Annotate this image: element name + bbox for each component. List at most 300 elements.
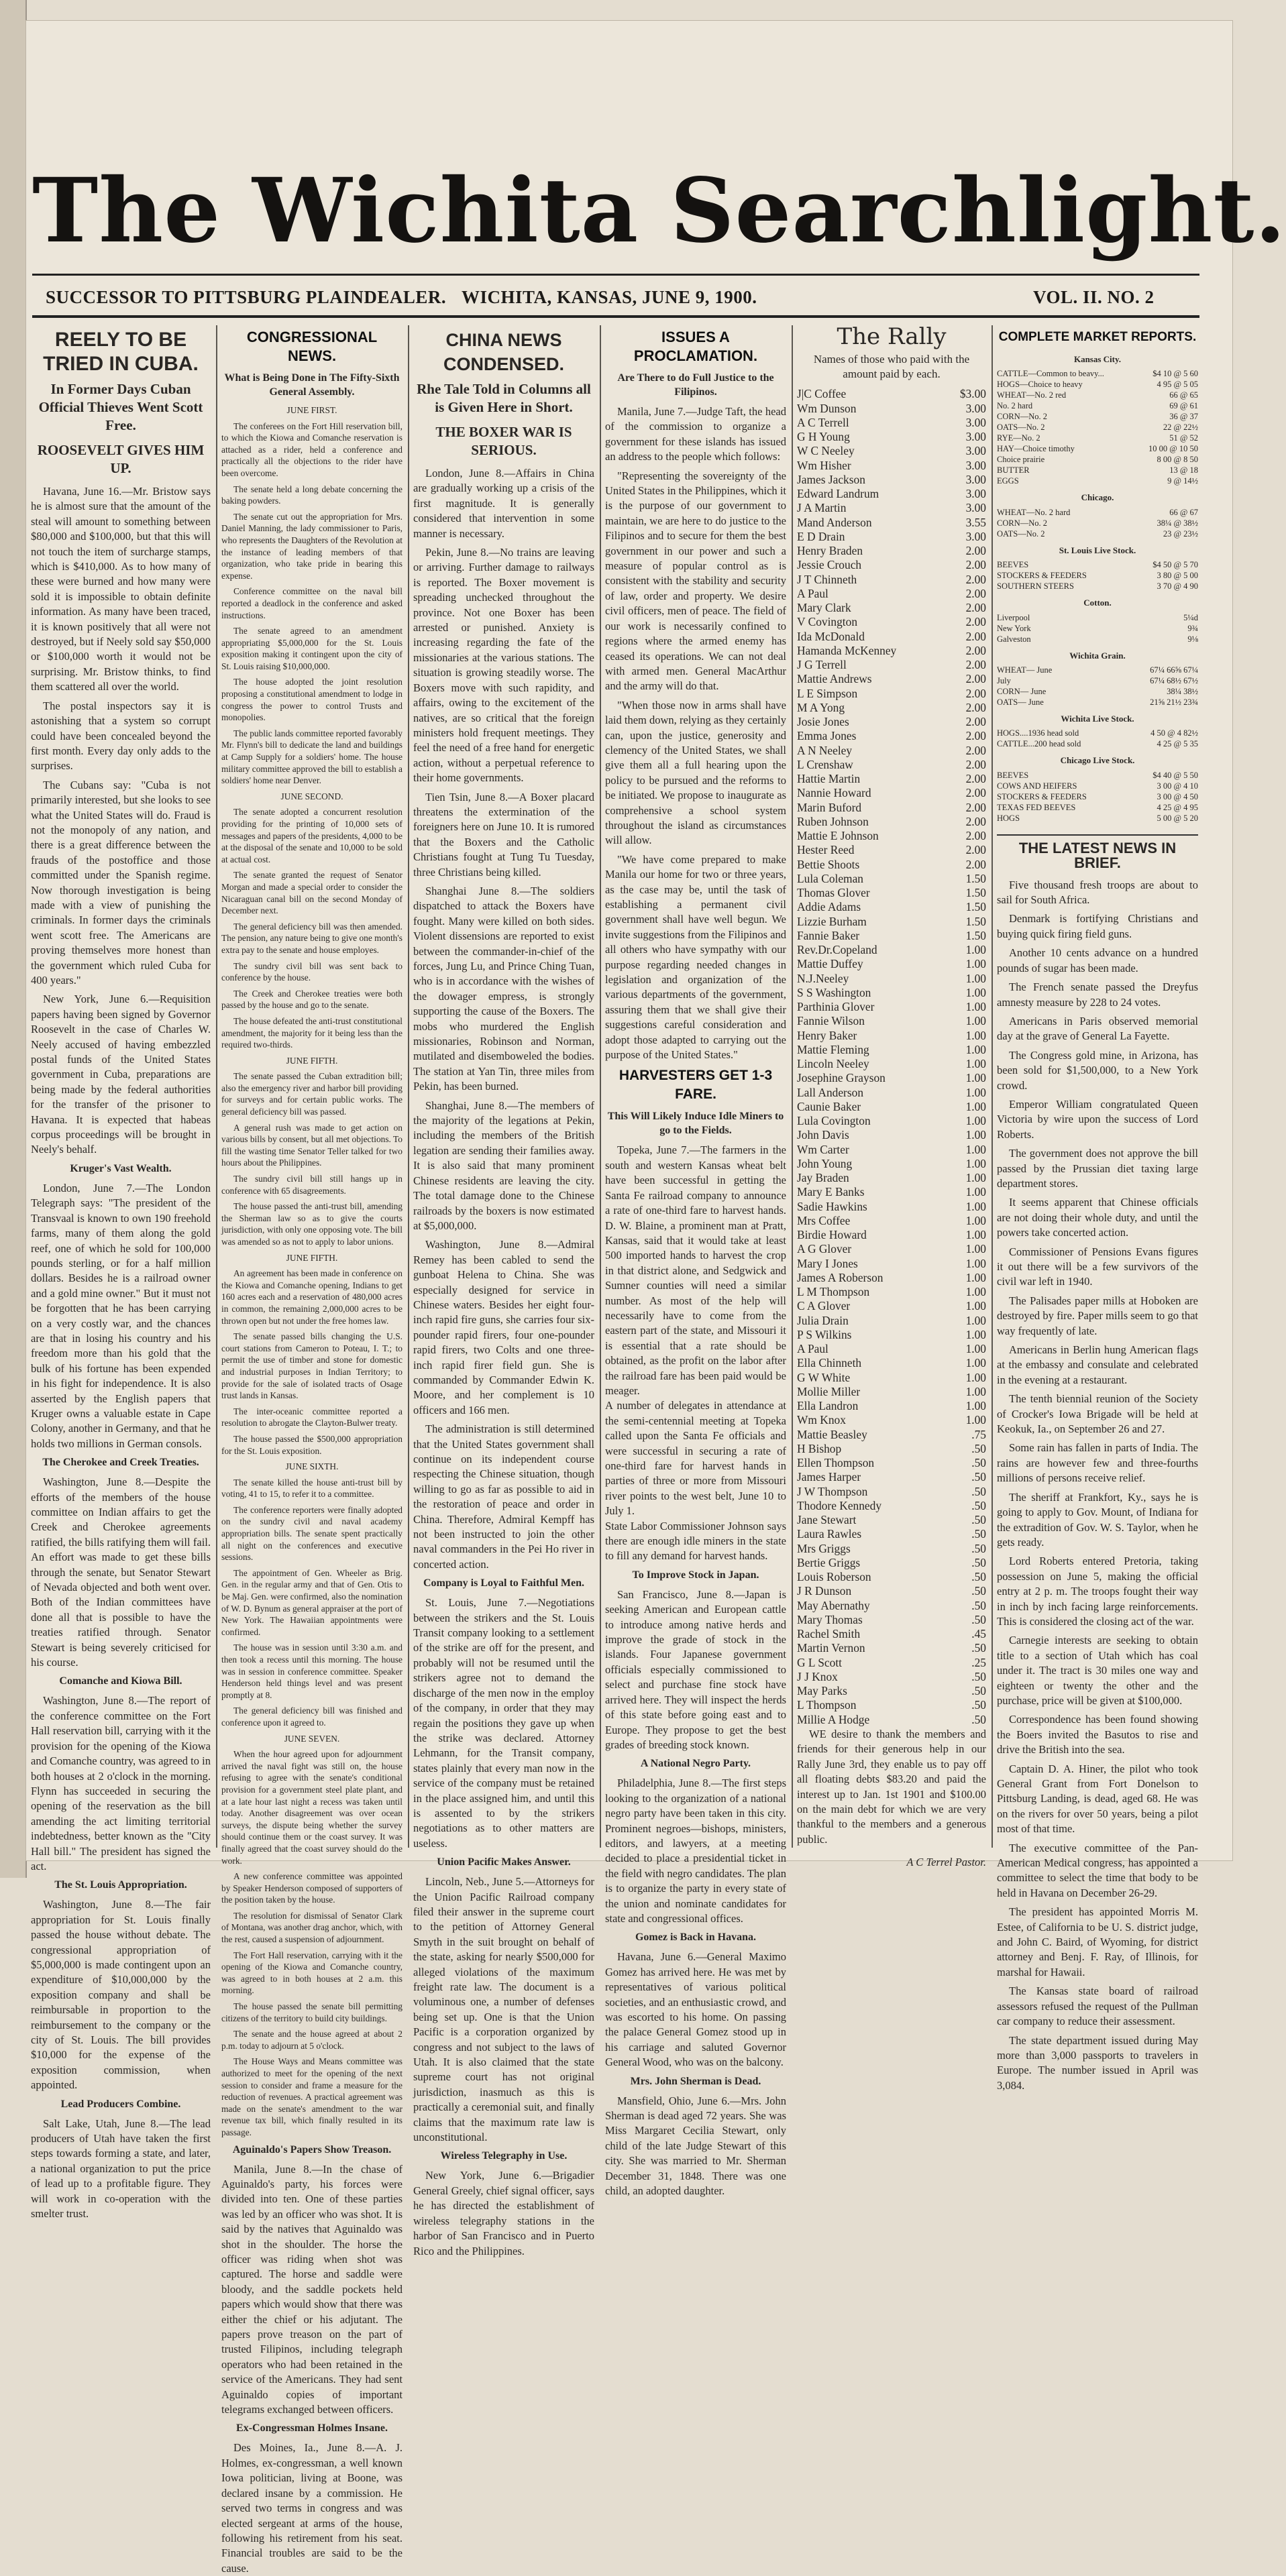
rally-row: [797, 1627, 986, 1641]
rally-donor-name: May Parks: [797, 1684, 847, 1698]
subhead-company-loyal: Company is Loyal to Faithful Men.: [423, 1577, 584, 1589]
market-price: 69 @ 61: [1169, 401, 1198, 411]
market-table-chicago-live: [997, 770, 1198, 824]
brief-item: The president has appointed Morris M. Estee, of California to be U. S. district judge, and John C. Baird, of Wyoming, for district attorney and Benj. F. Ray, of Illinois, for marshal for Hawaii.: [997, 1905, 1198, 1978]
market-commodity: BUTTER: [997, 465, 1030, 475]
rally-row: [797, 957, 986, 971]
market-row: [997, 400, 1198, 411]
brief-item: Five thousand fresh troops are about to sail for South Africa.: [997, 878, 1198, 907]
rally-row: [797, 1057, 986, 1071]
rally-donor-name: James Harper: [797, 1470, 861, 1484]
column-rally: [797, 323, 986, 1869]
rally-donor-name: Lincoln Neeley: [797, 1057, 869, 1071]
rally-row: [797, 1542, 986, 1556]
newspaper-page: [25, 20, 1286, 2575]
article-paragraph: Mansfield, Ohio, June 6.—Mrs. John Sherman is dead aged 72 years. She was Miss Margaret Cecilia Stewart, only child of the late Judge Stewart of this city. She was married to Mr. Sherman December 31, 1848. There was one child, an adopted daughter.: [605, 2094, 786, 2198]
subhead-holmes: Ex-Congressman Holmes Insane.: [236, 2422, 388, 2434]
rally-donor-amount: .50: [971, 1684, 986, 1698]
article-paragraph: The senate cut out the appropriation for Mrs. Daniel Manning, the lady commissioner to Paris, who represents the Daughters of the Revolution at the instance of leading members of that organization, who take pride in bearing this expense.: [221, 511, 403, 581]
rally-donor-name: Thomas Glover: [797, 886, 870, 900]
rally-row: [797, 1314, 986, 1328]
market-commodity: HOGS: [997, 813, 1020, 823]
rally-donor-amount: 1.00: [965, 1000, 986, 1014]
rally-donor-amount: 1.00: [965, 1114, 986, 1128]
market-price: 3 00 @ 4 10: [1157, 781, 1198, 791]
rally-donor-name: Lall Anderson: [797, 1085, 864, 1099]
rally-donor-name: J R Dunson: [797, 1584, 852, 1598]
rally-donor-amount: 2.00: [965, 757, 986, 771]
rally-donor-name: Hattie Martin: [797, 772, 861, 786]
rally-donor-name: Mary E Banks: [797, 1185, 865, 1199]
article-paragraph: The resolution for dismissal of Senator Clark of Montana, was another drag anchor, which, with the rest, caused a suspension of adjournment.: [221, 1910, 403, 1945]
rally-row: [797, 900, 986, 914]
brief-item: The state department issued during May more than 3,000 passports to travelers in Europe. The number issued in April was 3,084.: [997, 2033, 1198, 2092]
market-row: [997, 507, 1198, 518]
brief-item: Some rain has fallen in parts of India. The rains are however few and three-fourths millions of persons receive relief.: [997, 1441, 1198, 1485]
brief-item: The sheriff at Frankfort, Ky., says he is going to apply to Gov. Mount, of Indiana for the extradition of Gov. W. S. Taylor, when he gets ready.: [997, 1490, 1198, 1549]
rally-donor-amount: 3.00: [965, 401, 986, 415]
rally-row: [797, 644, 986, 658]
rally-intro: Names of those who paid with the amount paid by each.: [813, 353, 970, 381]
rally-row: [797, 601, 986, 615]
dateline: [32, 283, 1199, 310]
rally-donor-amount: 2.00: [965, 843, 986, 857]
market-price: 23 @ 23½: [1163, 528, 1198, 539]
rally-donor-amount: 3.00: [965, 415, 986, 429]
article-paragraph: The house passed the $500,000 appropriation for the St. Louis exposition.: [221, 1433, 403, 1456]
rally-donor-amount: 1.00: [965, 1057, 986, 1071]
rally-donor-amount: .50: [971, 1541, 986, 1555]
rally-donor-name: Josephine Grayson: [797, 1071, 886, 1085]
brief-item: Carnegie interests are seeking to obtain title to a section of Utah which has coal under it. The tract is 30 miles one way and eighteen or twenty the other and the purchase, price will be given at $100,000.: [997, 1634, 1198, 1707]
rally-donor-amount: 1.00: [965, 971, 986, 985]
article-paragraph: The senate held a long debate concerning the baking powders.: [221, 484, 403, 506]
rally-donor-name: A G Glover: [797, 1242, 852, 1256]
rally-donor-amount: 1.00: [965, 1356, 986, 1370]
rally-donor-name: J G Terrell: [797, 658, 847, 672]
subhead-comanche: Comanche and Kiowa Bill.: [59, 1675, 182, 1687]
market-commodity: BEEVES: [997, 770, 1029, 780]
rally-list: [797, 387, 986, 1727]
market-price: 4 25 @ 4 95: [1157, 802, 1198, 812]
market-price: $4 50 @ 5 70: [1153, 560, 1198, 570]
brief-list: [997, 878, 1198, 2093]
rally-donor-amount: .50: [971, 1669, 986, 1683]
rally-donor-name: Mand Anderson: [797, 515, 872, 529]
market-price: 3 80 @ 5 00: [1157, 571, 1198, 581]
rally-donor-amount: 1.50: [965, 871, 986, 885]
rally-donor-amount: 2.00: [965, 772, 986, 786]
market-price: 4 50 @ 4 82½: [1150, 728, 1198, 738]
brief-item: Commissioner of Pensions Evans figures it out there will be a few survivors of the civil war left in 1940.: [997, 1245, 1198, 1288]
rally-row: [797, 943, 986, 957]
article-paragraph: The appointment of Gen. Wheeler as Brig. Gen. in the regular army and that of Gen. Otis to be Maj. Gen. were confirmed, also the nomination of W. D. Bynum as general appraiser at the port of New York. The Hawaiian appointments were confirmed.: [221, 1567, 403, 1637]
rally-row: [797, 929, 986, 943]
article-paragraph: The senate killed the house anti-trust bill by voting, 41 to 15, to refer it to a committee.: [221, 1477, 403, 1500]
rally-donor-amount: .50: [971, 1641, 986, 1655]
rally-row: [797, 1157, 986, 1171]
rally-donor-amount: 1.00: [965, 1171, 986, 1185]
rally-donor-amount: 3.00: [965, 487, 986, 501]
rally-donor-amount: 1.00: [965, 1156, 986, 1170]
subhead-wireless: Wireless Telegraphy in Use.: [440, 2150, 568, 2162]
market-section-title: Wichita Grain.: [1069, 650, 1126, 661]
rally-donor-amount: 1.00: [965, 1399, 986, 1413]
rally-donor-name: Parthinia Glover: [797, 1000, 875, 1014]
headline-markets: COMPLETE MARKET REPORTS.: [998, 330, 1197, 344]
rally-row: [797, 544, 986, 558]
deck-harvesters: This Will Likely Induce Idle Miners to go to the Fields.: [607, 1111, 784, 1137]
article-paragraph: Philadelphia, June 8.—The first steps looking to the organization of a national negro party have been taken in this city. Prominent negroes—bishops, ministers, editors, and lawyers, at a meeting decided to place a presidential ticket in the field with negro candidates. The plan is to organize the party in every state of the union and nominate candidates for state and congressional offices.: [605, 1777, 786, 1925]
date-heading: JUNE FIFTH.: [286, 1055, 338, 1066]
date-heading: JUNE SIXTH.: [285, 1461, 339, 1472]
market-price: 67¼ 68½ 67½: [1150, 676, 1198, 686]
rally-donor-name: Bettie Shoots: [797, 857, 860, 871]
brief-item: The Congress gold mine, in Arizona, has been sold for $1,500,000, to a New York crowd.: [997, 1048, 1198, 1092]
rally-title: The Rally: [837, 323, 947, 350]
market-commodity: TEXAS FED BEEVES: [997, 802, 1076, 812]
subhead-gomez: Gomez is Back in Havana.: [635, 1931, 756, 1944]
rally-donor-name: J A Martin: [797, 501, 847, 515]
article-paragraph: The senate agreed to an amendment appropriating $5,000,000 for the St. Louis exposition making it contingent upon the city of St. Louis raising $10,000,000.: [221, 626, 403, 671]
market-commodity: CATTLE...200 head sold: [997, 739, 1081, 749]
headline-china: CHINA NEWS CONDENSED.: [443, 330, 565, 374]
market-row: [997, 697, 1198, 708]
rally-donor-amount: 1.00: [965, 1085, 986, 1099]
rally-donor-amount: 2.00: [965, 743, 986, 757]
headline-harvesters: HARVESTERS GET 1-3 FARE.: [619, 1068, 773, 1103]
rally-row: [797, 615, 986, 629]
rally-donor-name: V Covington: [797, 615, 858, 629]
headline-proclamation: ISSUES A PROCLAMATION.: [633, 329, 758, 364]
brief-item: It seems apparent that Chinese officials are not doing their whole duty, and until the powers take concerted action.: [997, 1196, 1198, 1239]
rally-donor-amount: .50: [971, 1584, 986, 1598]
rally-row: [797, 1670, 986, 1684]
rally-donor-name: Ruben Johnson: [797, 814, 869, 828]
rally-row: [797, 530, 986, 544]
rally-row: [797, 1713, 986, 1727]
rally-donor-amount: 1.00: [965, 1413, 986, 1427]
market-row: [997, 443, 1198, 454]
column-markets: [997, 325, 1198, 2092]
rally-row: [797, 430, 986, 444]
rally-donor-amount: 2.00: [965, 586, 986, 600]
market-row: [997, 612, 1198, 623]
column-china: [413, 325, 594, 2257]
market-row: [997, 781, 1198, 791]
rally-donor-name: Mattie E Johnson: [797, 829, 879, 843]
rally-donor-amount: 2.00: [965, 700, 986, 714]
rally-donor-name: Wm Dunson: [797, 401, 857, 415]
rally-donor-amount: 3.00: [965, 501, 986, 515]
market-row: [997, 528, 1198, 539]
market-price: 22 @ 22½: [1163, 423, 1198, 433]
market-row: [997, 433, 1198, 443]
rally-donor-name: J W Thompson: [797, 1484, 868, 1498]
market-row: [997, 813, 1198, 824]
rally-donor-amount: 2.00: [965, 658, 986, 672]
rally-row: [797, 1114, 986, 1128]
rally-signature: A C Terrel Pastor.: [906, 1856, 986, 1869]
rally-row: [797, 473, 986, 487]
article-paragraph: A general rush was made to get action on various bills by consent, but all met objections. To fill the wasting time Senator Teller talked for two hours about the Philippines.: [221, 1122, 403, 1168]
market-price: $4 40 @ 5 50: [1153, 770, 1198, 780]
rally-donor-amount: 2.00: [965, 615, 986, 629]
rally-donor-name: Hamanda McKenney: [797, 643, 897, 657]
market-row: [997, 770, 1198, 781]
rally-donor-name: L Thompson: [797, 1698, 857, 1712]
deck-proclamation: Are There to do Full Justice to the Filipinos.: [617, 372, 774, 398]
column-congress: [221, 325, 403, 2575]
brief-item: The Palisades paper mills at Hoboken are destroyed by fire. Paper mills seem to go that way frequently of late.: [997, 1294, 1198, 1337]
market-commodity: Galveston: [997, 634, 1031, 644]
rally-donor-name: Mattie Fleming: [797, 1042, 869, 1056]
rally-row: [797, 487, 986, 501]
market-commodity: CATTLE—Common to beavy...: [997, 369, 1104, 379]
article-paragraph: London, June 7.—The London Telegraph says: "The president of the Transvaal is known to own 190 freehold farms, many of them along the gold reef, one of which he sold for 100,000 pounds sterling, or for a half million dollars. Besides he is a railroad owner and a gold mine owner." But it must not be forgotten that he has been carrying on a very costly war, and the chances are that in losing his country and his freedom more than his gold that the bulk of his fortune has been expended in his fight for independence. It is also asserted by the English papers that Kruger owns a valuable estate in Cape Colony, another in Germany, and that he holds two millions in German consols.: [31, 1181, 211, 1450]
market-row: [997, 738, 1198, 749]
rally-donor-amount: .45: [971, 1627, 986, 1641]
market-section-title: St. Louis Live Stock.: [1059, 545, 1136, 555]
brief-item: Another 10 cents advance on a hundred pounds of sugar has been made.: [997, 946, 1198, 974]
article-paragraph: The senate passed the Cuban extradition bill; also the emergency river and harbor bill providing for surveys and for certain public works. The general deficiency bill was passed.: [221, 1071, 403, 1117]
market-commodity: OATS— June: [997, 697, 1044, 708]
rally-row: [797, 1086, 986, 1100]
article-paragraph: Washington, June 8.—Admiral Remey has been cabled to send the gunboat Helena to China. She was especially designed for service in Chinese waters. Besides her eight four-inch rapid fire guns, she carries four six-pounder rapid firers, four one-pounder rapid firers, two Colts and one three-inch rapid firer field gun. She is commanded by Commander Edwin K. Moore, and her complement is 10 officers and 166 men.: [413, 1238, 594, 1416]
rally-donor-name: Mattie Duffey: [797, 957, 863, 971]
column-divider: [408, 325, 409, 1848]
rally-donor-amount: 1.00: [965, 1142, 986, 1156]
article-paragraph: The sundry civil bill was sent back to conference by the house.: [221, 960, 403, 983]
rally-donor-amount: 1.00: [965, 1242, 986, 1256]
rally-donor-name: Millie A Hodge: [797, 1712, 870, 1726]
rally-row: [797, 872, 986, 886]
article-paragraph: The Creek and Cherokee treaties were both passed by the house and go to the senate.: [221, 988, 403, 1011]
column-proclamation: [605, 325, 786, 2198]
market-commodity: Choice prairie: [997, 455, 1045, 465]
rally-row: [797, 1399, 986, 1413]
rally-donor-amount: 1.00: [965, 1071, 986, 1085]
rally-donor-amount: .75: [971, 1427, 986, 1441]
rally-row: [797, 972, 986, 986]
rally-donor-amount: 1.00: [965, 1014, 986, 1028]
rally-donor-name: Mrs Coffee: [797, 1213, 851, 1227]
rally-donor-amount: 1.00: [965, 1285, 986, 1299]
rally-donor-name: L E Simpson: [797, 686, 858, 700]
rally-donor-name: Ella Chinneth: [797, 1356, 862, 1370]
rally-row: [797, 1043, 986, 1057]
brief-item: The government does not approve the bill passed by the Prussian diet taxing large department stores.: [997, 1147, 1198, 1190]
article-paragraph: The administration is still determined that the United States government shall continue on its independent course respecting the Chinese situation, though willing to go as far as possible to aid in the restoration of peace and order in China. Therefore, Admiral Kempff has not been instructed to join the other naval commanders in the Pei Ho river in concerted action.: [413, 1422, 594, 1571]
article-paragraph: Manila, June 8.—In the chase of Aguinaldo's party, his forces were divided into ten. One of these parties was led by an officer who was shot. It is said by the natives that Aguinaldo was shot in the shoulder. The horse the officer was riding when shot was captured. The horse and saddle were bloody, and the saddle pockets held papers which would show that there was either the chief or his adjutant. The papers prove treason on the part of trusted Filipinos, including telegraph operators who had been retained in the service of the Americans. They had sent Aguinaldo copies of important telegrams exchanged between officers.: [221, 2162, 403, 2416]
rally-donor-amount: 2.00: [965, 686, 986, 700]
rally-row: [797, 1656, 986, 1670]
market-row: [997, 665, 1198, 675]
rally-row: [797, 444, 986, 458]
market-section-title: Wichita Live Stock.: [1061, 714, 1134, 724]
article-paragraph: Havana, June 6.—General Maximo Gomez has arrived here. He was met by representatives of various political societies, and an enthusiastic crowd, and was escorted to his home. On passing the palace General Gomez stood up in his carriage and saluted Governor General Wood, who was on the balcony.: [605, 1950, 786, 2069]
market-price: 3 70 @ 4 90: [1157, 581, 1198, 592]
rally-donor-name: Fannie Wilson: [797, 1014, 865, 1028]
market-table-cotton: [997, 612, 1198, 645]
masthead-rule-top: [32, 274, 1199, 276]
rally-row: [797, 1143, 986, 1157]
article-paragraph: New York, June 6.—Brigadier General Greely, chief signal officer, says he has directed the establishment of wireless telegraphy stations in the harbor of San Francisco and in Puerto Rico and the Philippines.: [413, 2169, 594, 2257]
rally-donor-name: H Bishop: [797, 1441, 842, 1455]
market-row: [997, 802, 1198, 813]
market-section-title: Chicago.: [1081, 492, 1114, 503]
rally-donor-amount: 2.00: [965, 558, 986, 572]
rally-donor-amount: 1.00: [965, 1342, 986, 1356]
page-edge-strip: [0, 0, 27, 1878]
market-row: [997, 368, 1198, 379]
rally-row: [797, 1527, 986, 1541]
rally-donor-name: James A Roberson: [797, 1270, 883, 1284]
rally-row: [797, 1356, 986, 1370]
rally-row: [797, 1499, 986, 1513]
article-paragraph: The general deficiency bill was finished and conference upon it agreed to.: [221, 1705, 403, 1728]
market-price: 38¼ 38½: [1167, 687, 1198, 697]
rally-row: [797, 986, 986, 1000]
market-section-title: Kansas City.: [1073, 354, 1122, 364]
rally-row: [797, 1271, 986, 1285]
rally-row: [797, 786, 986, 800]
article-paragraph: The Cubans say: "Cuba is not primarily interested, but she looks to see what the United States will do. Fraud is not the monopoly of any nation, and there is a great difference between the frauds of the postoffice and those committed under the Spanish regime. Now thorough investigation is being made with a view of punishing the criminals. In former days the criminals went scott free. The Americans are proving themselves more honest than the government which ruled Cuba for 400 years.": [31, 778, 211, 987]
brief-item: Americans in Paris observed memorial day at the grave of General La Fayette.: [997, 1014, 1198, 1043]
article-paragraph: Shanghai, June 8.—The members of the majority of the legations at Pekin, including the members of the British legation are sending their families away. It is also said that many prominent Chinese residents are leaving the city. The total damage done to the Chinese railroads by the boxers is now estimated at $5,000,000.: [413, 1099, 594, 1232]
market-commodity: SOUTHERN STEERS: [997, 581, 1074, 592]
rally-donor-name: Mattie Andrews: [797, 672, 872, 686]
rally-donor-amount: 1.00: [965, 1370, 986, 1384]
rally-donor-amount: 1.00: [965, 1299, 986, 1313]
article-paragraph: Conference committee on the naval bill reported a deadlock in the conference and asked instructions.: [221, 586, 403, 620]
rally-row: [797, 1442, 986, 1456]
article-paragraph: Lincoln, Neb., June 5.—Attorneys for the Union Pacific Railroad company filed their answer in the supreme court to the petition of Attorney General Smyth in the suit brought on behalf of the state, asking for nearly $500,000 for alleged violations of the maximum freight rate law. The document is a voluminous one, a number of defenses being set up. One is that the Union Pacific is a corporation organized by congress and not subject to the laws of Utah. It is also claimed that the state supreme court has not original jurisdiction, inasmuch as this is practically a ceremonial suit, and finally claims that the maximum rate law is unconstitutional.: [413, 1875, 594, 2144]
rally-donor-amount: 2.00: [965, 544, 986, 558]
rally-row: [797, 1257, 986, 1271]
brief-item: Captain D. A. Hiner, the pilot who took General Grant from Fort Donelson to Pittsburg Landing, is dead, aged 68. He was on the rivers for over 50 years, being a pilot most of that time.: [997, 1762, 1198, 1836]
rally-donor-amount: 3.00: [965, 458, 986, 472]
market-commodity: HAY—Choice timothy: [997, 444, 1075, 454]
rally-donor-name: John Young: [797, 1156, 853, 1170]
rally-donor-amount: 2.00: [965, 814, 986, 828]
rally-donor-amount: 2.00: [965, 729, 986, 743]
rally-donor-name: W C Neeley: [797, 444, 855, 458]
market-price: 5 00 @ 5 20: [1157, 813, 1198, 823]
rally-donor-name: Julia Drain: [797, 1313, 849, 1327]
rally-donor-name: Sadie Hawkins: [797, 1199, 867, 1213]
article-paragraph: Pekin, June 8.—No trains are leaving or arriving. Further damage to railways is reported. The Boxer movement is spreading unchecked throughout the province. Not one Boxer has been arrested or punished. Anxiety is increasing regarding the fate of the missionaries at the various stations. The situation is growing steadily worse. The Boxers move with such rapidity, and affairs, owing to the excitement of the natives, are so critical that the foreign ministers hold frequent meetings. They feel the need of a free hand for energetic action, without a perpetual reference to their home governments.: [413, 546, 594, 785]
rally-donor-name: Ida McDonald: [797, 629, 865, 643]
market-commodity: New York: [997, 623, 1031, 633]
rally-row: [797, 672, 986, 686]
rally-donor-amount: .50: [971, 1527, 986, 1541]
article-paragraph: St. Louis, June 7.—Negotiations between the strikers and the St. Louis Transit company looking to a settlement of the strike are off for the present, and probably will not be resumed until the strikers agree not to demand the discharge of the men now in the employ of the company, in order that they may regain the positions they gave up when the strike was declared. Attorney Lehmann, for the Transit company, states plainly that every man now in the service of the company must be retained in the place assigned him, and until this is assented to by the strikers negotiations as to other matters are useless.: [413, 1596, 594, 1850]
market-row: [997, 475, 1198, 486]
market-row: [997, 559, 1198, 570]
rally-row: [797, 858, 986, 872]
rally-donor-amount: 1.00: [965, 1199, 986, 1213]
rally-row: [797, 1128, 986, 1142]
rally-donor-name: James Jackson: [797, 472, 865, 486]
rally-donor-amount: 2.00: [965, 601, 986, 615]
rally-donor-amount: 1.00: [965, 1327, 986, 1341]
subhead-japan-stock: To Improve Stock in Japan.: [632, 1569, 759, 1581]
rally-row: [797, 1570, 986, 1584]
rally-donor-amount: 1.50: [965, 900, 986, 914]
rally-donor-name: Mary I Jones: [797, 1256, 858, 1270]
rally-donor-amount: 1.00: [965, 1028, 986, 1042]
market-price: 9¾: [1187, 623, 1198, 633]
market-price: 13 @ 18: [1169, 465, 1198, 475]
article-paragraph: The house passed the senate bill permitting citizens of the territory to build city buildings.: [221, 2001, 403, 2023]
rally-row: [797, 1228, 986, 1242]
rally-donor-name: Mattie Beasley: [797, 1427, 867, 1441]
rally-row: [797, 573, 986, 587]
headline-cuba: REELY TO BE TRIED IN CUBA.: [43, 329, 199, 375]
market-commodity: OATS—No. 2: [997, 423, 1045, 433]
rally-donor-name: G H Young: [797, 430, 850, 444]
market-commodity: STOCKERS & FEEDERS: [997, 571, 1087, 581]
article-paragraph: Washington, June 8.—The fair appropriation for St. Louis finally passed the house without debate. The congressional appropriation of $5,000,000 is made contingent upon an expenditure of $10,000,000 by the exposition company and shall be reimbursable in proportion to the reimbursement to the company or the city of St. Louis. The bill provides $10,000 for the expense of the exposition commission, when appointed.: [31, 1898, 211, 2092]
brief-item: Lord Roberts entered Pretoria, taking possession on June 5, making the official entry at 2 p. m. The troops fought their way in inch by inch facing large reinforcements. This is considered the closing act of the war.: [997, 1555, 1198, 1628]
market-row: [997, 581, 1198, 592]
market-price: 67¼ 66⅝ 67¼: [1150, 665, 1198, 675]
market-table-wichita-grain: [997, 665, 1198, 708]
market-commodity: CORN— June: [997, 687, 1047, 697]
market-row: [997, 379, 1198, 390]
rally-donor-amount: 1.00: [965, 1128, 986, 1142]
rally-donor-amount: .50: [971, 1498, 986, 1512]
rally-donor-name: L M Thompson: [797, 1285, 870, 1299]
rally-donor-name: Ella Landron: [797, 1399, 859, 1413]
rally-donor-name: P S Wilkins: [797, 1327, 852, 1341]
brief-item: Denmark is fortifying Christians and buying quick firing field guns.: [997, 912, 1198, 940]
rally-row: [797, 1029, 986, 1043]
article-paragraph: The House Ways and Means committee was authorized to meet for the opening of the next session to consider and frame a measure for the reduction of revenues. A practical agreement was made on the senate's amendment to the war revenue tax bill, which finally resulted in its passage.: [221, 2056, 403, 2137]
article-paragraph: Manila, June 7.—Judge Taft, the head of the commission to organize a government for these islands has issued an address to the people which follows:: [605, 405, 786, 463]
subhead-union-pacific: Union Pacific Makes Answer.: [437, 1856, 571, 1868]
rally-donor-name: Wm Carter: [797, 1142, 849, 1156]
article-paragraph: Washington, June 8.—The report of the conference committee on the Fort Hall reservation bill, carrying with it the provision for the opening of the Kiowa and Comanche country, was agreed to in both houses at 2 o'clock in the morning. Flynn has succeeded in securing the opening of the reservation as the bill amending the act limiting territorial indebtedness, better known as the "City Hall bill." The president has signed the act.: [31, 1694, 211, 1872]
rally-donor-name: Mary Clark: [797, 601, 851, 615]
subhead-kruger: Kruger's Vast Wealth.: [70, 1162, 172, 1174]
rally-donor-amount: 1.00: [965, 1099, 986, 1113]
market-row: [997, 570, 1198, 581]
market-price: 8 00 @ 8 50: [1157, 455, 1198, 465]
market-section-title: Chicago Live Stock.: [1060, 755, 1135, 766]
rally-row: [797, 387, 986, 401]
rally-row: [797, 801, 986, 815]
rally-row: [797, 1014, 986, 1028]
article-paragraph: An agreement has been made in conference on the Kiowa and Comanche opening, Indians to get 160 acres each and a reservation of 480,000 acres in common, the remaining 2,000,000 acres to be thrown open but not under the free homes law.: [221, 1268, 403, 1326]
rally-donor-amount: 1.50: [965, 886, 986, 900]
rally-donor-name: A C Terrell: [797, 415, 849, 429]
rally-donor-amount: .50: [971, 1456, 986, 1470]
article-paragraph: Havana, June 16.—Mr. Bristow says he is almost sure that the amount of the steal will amount to something between $80,000 and $100,000, but that this will not touch the item of surcharge stamps, which is $410,000. As to how many of these were burned and how many were sold it is impossible to obtain definite information. As many have been traced, it is known positively that all were not destroyed, but if Neely sold say $50,000 or $100,000 worth it would not be surprising. Mr. Bristow thinks, to find them scattered all over the world.: [31, 485, 211, 693]
market-commodity: WHEAT—No. 2 red: [997, 390, 1067, 400]
market-commodity: OATS—No. 2: [997, 528, 1045, 539]
rally-row: [797, 1599, 986, 1613]
market-price: 5¼d: [1183, 612, 1198, 622]
rally-row: [797, 1698, 986, 1712]
rally-row: [797, 1071, 986, 1085]
market-table-kansas-city: [997, 368, 1198, 486]
market-price: $4 10 @ 5 60: [1153, 369, 1198, 379]
rally-row: [797, 915, 986, 929]
rally-donor-amount: 2.00: [965, 715, 986, 729]
market-price: 4 25 @ 5 35: [1157, 739, 1198, 749]
